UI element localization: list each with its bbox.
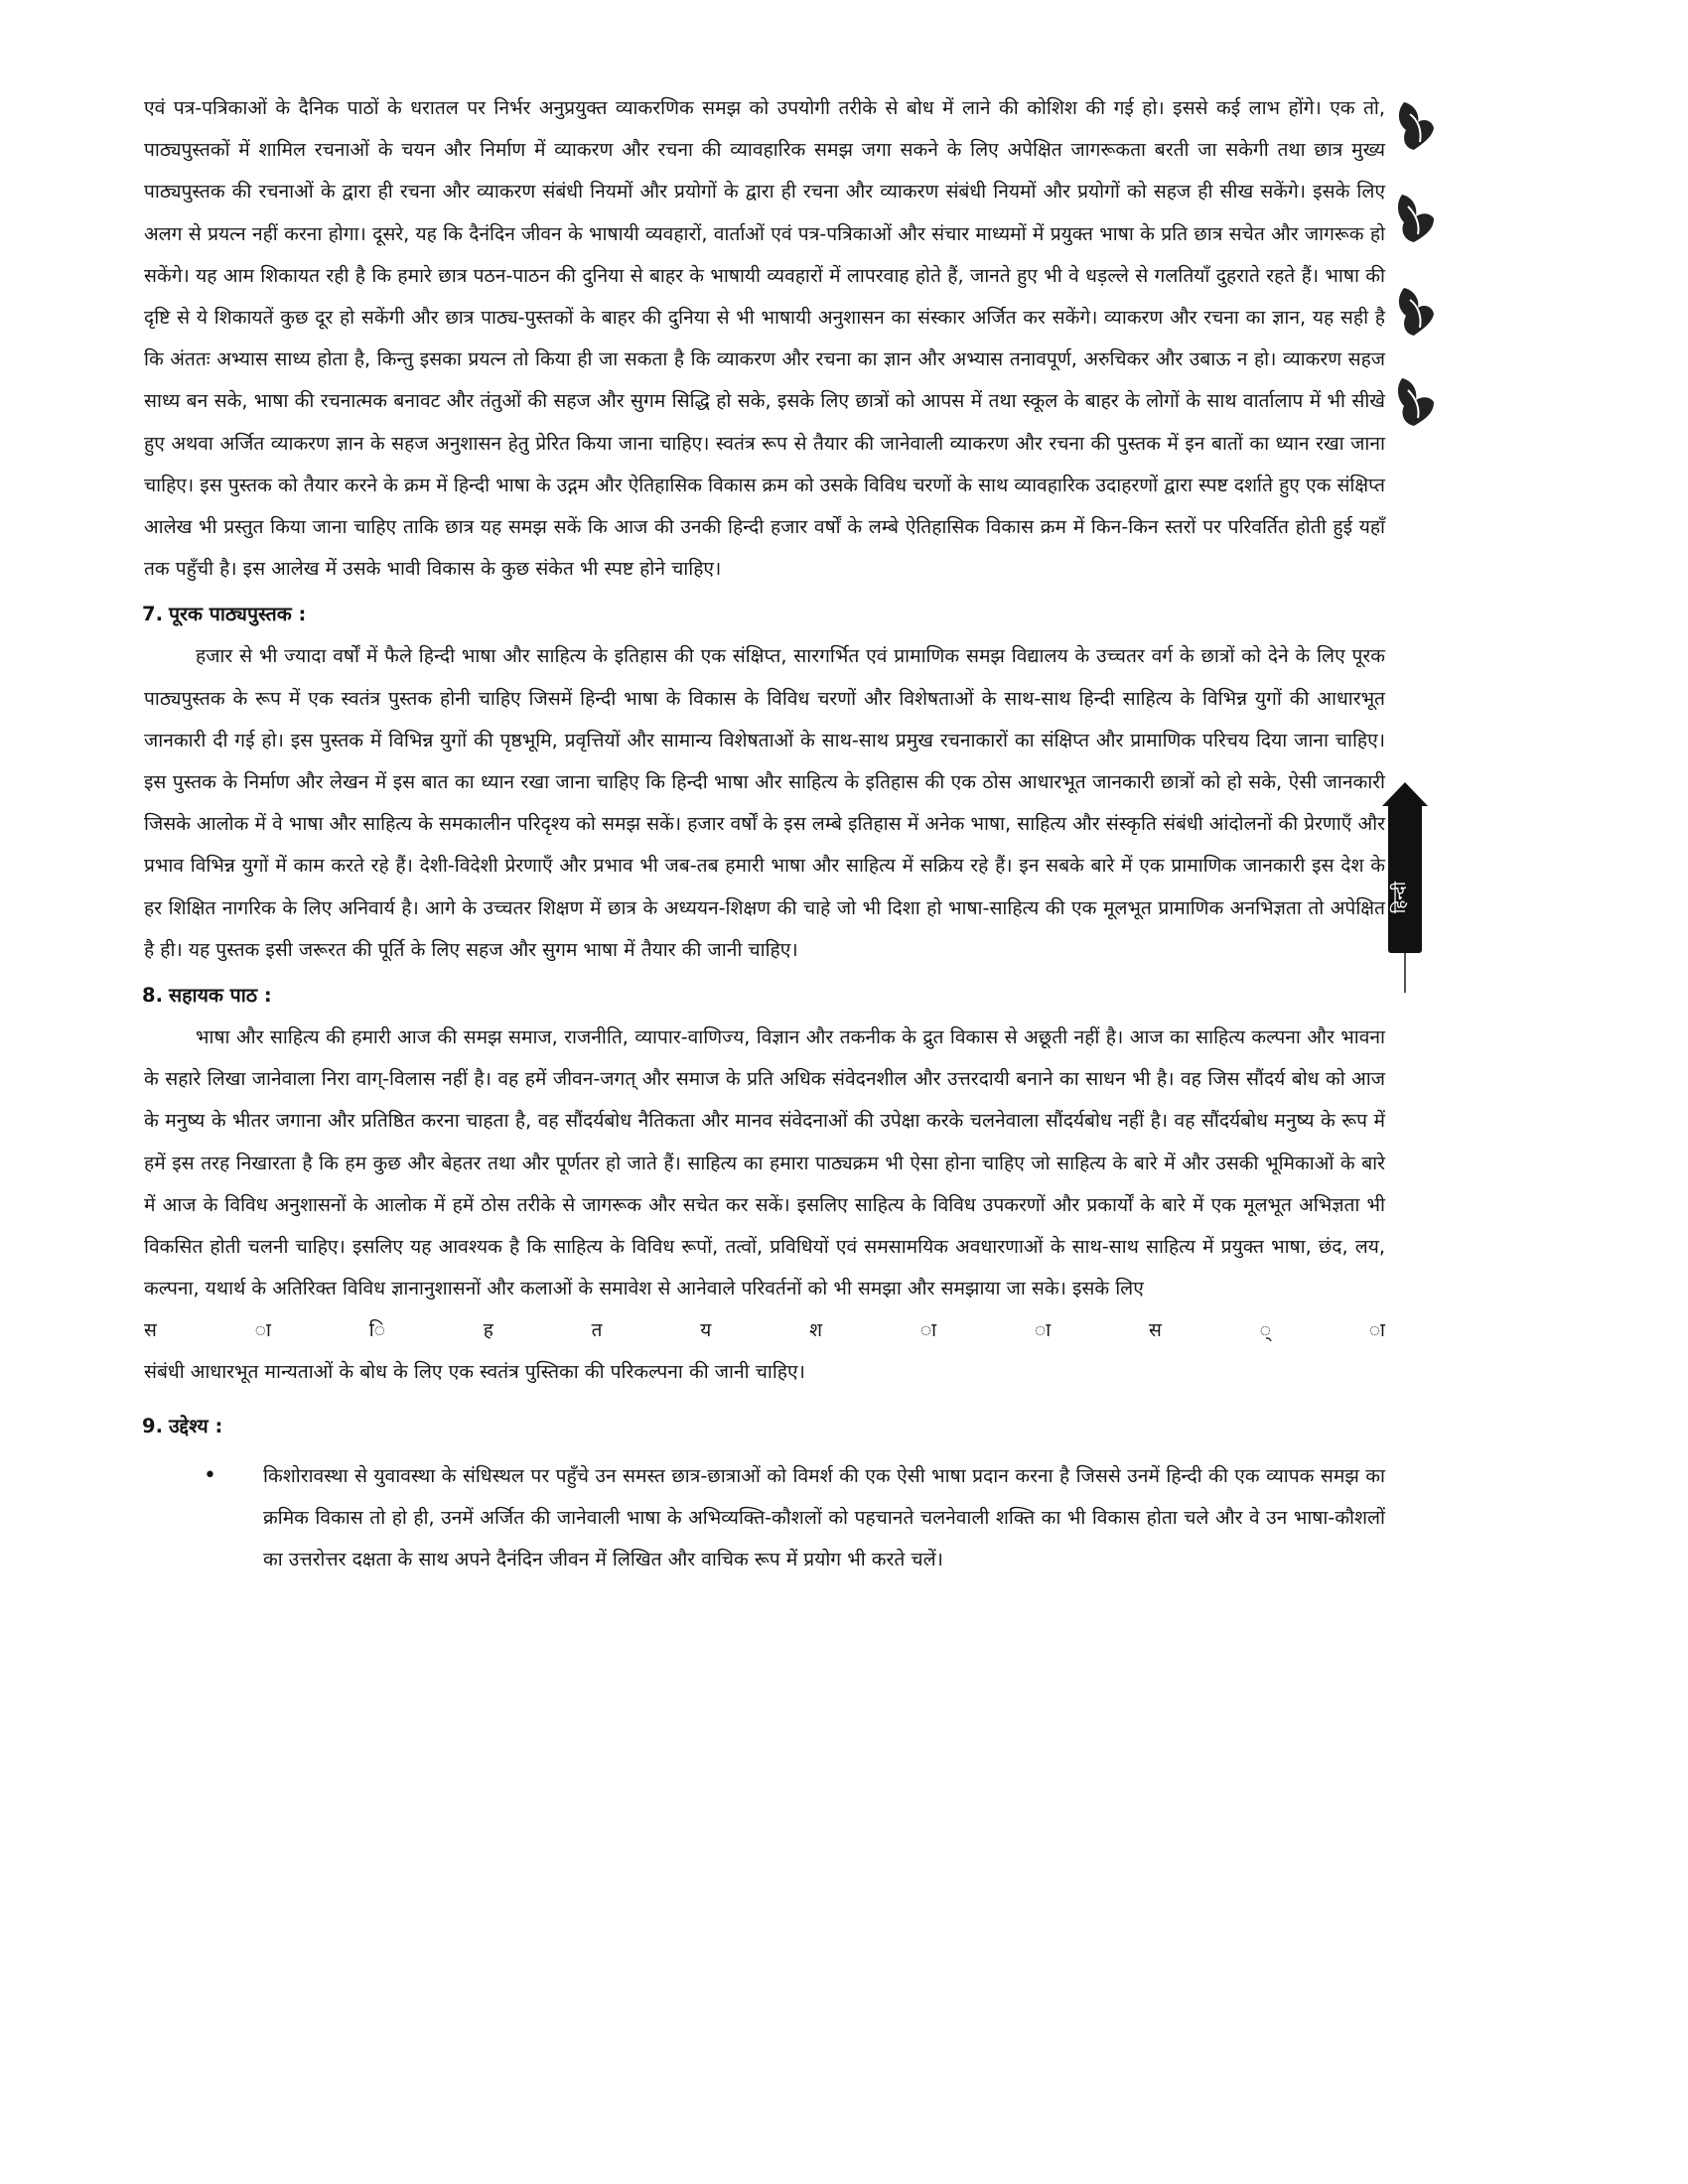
flower-ornament-icon bbox=[1392, 189, 1438, 248]
spaced-letter: स bbox=[144, 1319, 157, 1342]
section-7-heading bbox=[142, 598, 1385, 631]
bullet-text: किशोरावस्था से युवावस्था के संधिस्थल पर पहुँचे उन समस्त छात्र-छात्राओं को विमर्श की एक ऐसी भाषा प्रदान करना है जिससे उनमें हिन्दी की एक व्यापक समझ का क्रमिक विकास तो हो ही, उनमें अर्जित की जानेवाली भाषा के अभिव्यक्ति-कौशलों को पहचानते चलनेवाली शक्ति का भी विकास होता चले और वे उन भाषा-कौशलों का उत्तरोत्तर दक्षता के साथ अपने दैनंदिन जीवन में लिखित और वाचिक रूप में प्रयोग भी करते चलें। bbox=[263, 1463, 1385, 1571]
section-8-title: सहायक पाठ : bbox=[168, 984, 272, 1008]
spaced-letter: ि bbox=[368, 1319, 385, 1342]
spaced-letter: य bbox=[700, 1319, 712, 1342]
section-8-heading bbox=[142, 979, 1385, 1013]
spaced-letter: ह bbox=[483, 1319, 493, 1342]
spaced-letter: ा bbox=[1034, 1319, 1052, 1342]
section-7-body: हजार से भी ज्यादा वर्षों में फैले हिन्दी भाषा और साहित्य के इतिहास की एक संक्षिप्त, सारगर्भित एवं प्रामाणिक समझ विद्यालय के उच्चतर वर्ग के छात्रों को देने के लिए पूरक पाठ्यपुस्तक के रूप में एक स्वतंत्र पुस्तक होनी चाहिए जिसमें हिन्दी भाषा के विकास के विविध चरणों और विशेषताओं के साथ-साथ हिन्दी साहित्य के विभिन्न युगों की आधारभूत जानकारी दी गई हो। इस पुस्तक में विभिन्न युगों की पृष्ठभूमि, प्रवृत्तियों और सामान्य विशेषताओं के साथ-साथ प्रमुख रचनाकारों का संक्षिप्त और प्रामाणिक परिचय दिया जाना चाहिए। इस पुस्तक के निर्माण और लेखन में इस बात का ध्यान रखा जाना चाहिए कि हिन्दी भाषा और साहित्य के इतिहास की एक ठोस आधारभूत जानकारी छात्रों को हो सके, ऐसी जानकारी जिसके आलोक में वे भाषा और साहित्य के समकालीन परिदृश्य को समझ सकें। हजार वर्षों के इस लम्बे इतिहास में अनेक भाषा, साहित्य और संस्कृति संबंधी आंदोलनों की प्रेरणाएँ और प्रभाव विभिन्न युगों में काम करते रहे हैं। देशी-विदेशी प्रेरणाएँ और प्रभाव भी जब-तब हमारी भाषा और साहित्य में सक्रिय रहे हैं। इन सबके बारे में एक प्रामाणिक जानकारी इस देश के हर शिक्षित नागरिक के लिए अनिवार्य है। आगे के उच्चतर शिक्षण में छात्र के अध्ययन-शिक्षण की चाहे जो भी दिशा हो भाषा-साहित्य की एक मूलभूत प्रामाणिक अनभिज्ञता तो अपेक्षित है ही। यह पुस्तक इसी जरूरत की पूर्ति के लिए सहज और सुगम भाषा में तैयार की जानी चाहिए। bbox=[144, 644, 1385, 961]
section-9-number: 9. bbox=[142, 1414, 163, 1437]
side-tab-label: हिन्दी bbox=[1390, 882, 1410, 914]
flower-ornament-icon bbox=[1392, 372, 1438, 432]
spaced-letter: श bbox=[809, 1319, 823, 1342]
section-8-body: भाषा और साहित्य की हमारी आज की समझ समाज, राजनीति, व्यापार-वाणिज्य, विज्ञान और तकनीक के द्रुत विकास से अछूती नहीं है। आज का साहित्य कल्पना और भावना के सहारे लिखा जानेवाला निरा वाग्-विलास नहीं है। वह हमें जीवन-जगत् और समाज के प्रति अधिक संवेदनशील और उत्तरदायी बनाने का साधन भी है। वह जिस सौंदर्य बोध को आज के मनुष्य के भीतर जगाना और प्रतिष्ठित करना चाहता है, वह सौंदर्यबोध नैतिकता और मानव संवेदनाओं की उपेक्षा करके चलनेवाला सौंदर्यबोध नहीं है। वह सौंदर्यबोध मनुष्य के रूप में हमें इस तरह निखारता है कि हम कुछ और बेहतर तथा और पूर्णतर हो जाते हैं। साहित्य का हमारा पाठ्यक्रम भी ऐसा होना चाहिए जो साहित्य के बारे में और उसकी भूमिकाओं के बारे में आज के विविध अनुशासनों के आलोक में हमें ठोस तरीके से जागरूक और सचेत कर सकें। इसलिए साहित्य के विविध उपकरणों और प्रकार्यों के बारे में एक मूलभूत अभिज्ञता भी विकसित होती चलनी चाहिए। इसलिए यह आवश्यक है कि साहित्य के विविध रूपों, तत्वों, प्रविधियों एवं समसामयिक अवधारणाओं के साथ-साथ साहित्य में प्रयुक्त भाषा, छंद, लय, कल्पना, यथार्थ के अतिरिक्त विविध ज्ञानानुशासनों और कलाओं के समावेश से आनेवाले परिवर्तनों को भी समझा और समझाया जा सके। इसके लिए bbox=[144, 1025, 1385, 1300]
page-content bbox=[144, 87, 1385, 1580]
section-7-title: पूरक पाठ्यपुस्तक : bbox=[168, 603, 307, 626]
side-tab-tail bbox=[1404, 953, 1406, 993]
spaced-letter: स bbox=[1148, 1319, 1162, 1342]
bullet-icon: • bbox=[204, 1462, 216, 1488]
section-9-title: उद्देश्य : bbox=[168, 1414, 223, 1437]
spaced-letter: ा bbox=[919, 1319, 937, 1342]
paragraph-top: एवं पत्र-पत्रिकाओं के दैनिक पाठों के धरातल पर निर्भर अनुप्रयुक्त व्याकरणिक समझ को उपयोगी तरीके से बोध में लाने की कोशिश की गई हो। इससे कई लाभ होंगे। एक तो, पाठ्यपुस्तकों में शामिल रचनाओं के चयन और निर्माण में व्याकरण और रचना की व्यावहारिक समझ जगा सकने के लिए अपेक्षित जागरूकता बरती जा सकेगी तथा छात्र मुख्य पाठ्यपुस्तक की रचनाओं के द्वारा ही रचना और व्याकरण संबंधी नियमों और प्रयोगों के द्वारा ही रचना और व्याकरण संबंधी नियमों और प्रयोगों को सहज ही सीख सकेंगे। इसके लिए अलग से प्रयत्न नहीं करना होगा। दूसरे, यह कि दैनंदिन जीवन के भाषायी व्यवहारों, वार्ताओं एवं पत्र-पत्रिकाओं और संचार माध्यमों में प्रयुक्त भाषा के प्रति छात्र सचेत और जागरूक हो सकेंगे। यह आम शिकायत रही है कि हमारे छात्र पठन-पाठन की दुनिया से बाहर के भाषायी व्यवहारों में लापरवाह होते हैं, जानते हुए भी वे धड़ल्ले से गलतियाँ दुहराते रहते हैं। भाषा की दृष्टि से ये शिकायतें कुछ दूर हो सकेंगी और छात्र पाठ्य-पुस्तकों के बाहर की दुनिया से भी भाषायी अनुशासन का संस्कार अर्जित कर सकेंगे। व्याकरण और रचना का ज्ञान, यह सही है कि अंततः अभ्यास साध्य होता है, किन्तु इसका प्रयत्न तो किया ही जा सकता है कि व्याकरण और रचना का ज्ञान और अभ्यास तनावपूर्ण, अरुचिकर और उबाऊ न हो। व्याकरण सहज साध्य बन सके, भाषा की रचनात्मक बनावट और तंतुओं की सहज और सुगम सिद्धि हो सके, इसके लिए छात्रों को आपस में तथा स्कूल के बाहर के लोगों के साथ वार्तालाप में भी सीखे हुए अथवा अर्जित व्याकरण ज्ञान के सहज अनुशासन हेतु प्रेरित किया जाना चाहिए। स्वतंत्र रूप से तैयार की जानेवाली व्याकरण और रचना की पुस्तक में इन बातों का ध्यान रखा जाना चाहिए। इस पुस्तक को तैयार करने के क्रम में हिन्दी भाषा के उद्गम और ऐतिहासिक विकास क्रम को उसके विविध चरणों के साथ व्यावहारिक उदाहरणों द्वारा स्पष्ट दर्शाते हुए एक संक्षिप्त आलेख भी प्रस्तुत किया जाना चाहिए ताकि छात्र यह समझ सकें कि आज की उनकी हिन्दी हजार वर्षों के लम्बे ऐतिहासिक विकास क्रम में किन-किन स्तरों पर परिवर्तित होती हुई यहाँ तक पहुँची है। इस आलेख में उसके भावी विकास के कुछ संकेत भी स्पष्ट होने चाहिए। bbox=[144, 96, 1386, 581]
side-tab bbox=[1388, 804, 1422, 953]
section-7-number: 7. bbox=[142, 603, 163, 626]
section-8-spaced-letters bbox=[144, 1309, 1385, 1351]
spaced-letter: त bbox=[591, 1319, 603, 1342]
spaced-letter: ा bbox=[254, 1319, 271, 1342]
bullet-item bbox=[204, 1455, 1385, 1581]
section-8-number: 8. bbox=[142, 984, 163, 1008]
side-tab-arrow bbox=[1382, 782, 1428, 806]
section-9-heading bbox=[142, 1410, 1385, 1443]
flower-ornament-icon bbox=[1392, 94, 1438, 154]
flower-ornament-icon bbox=[1392, 280, 1438, 340]
spaced-letter: ् bbox=[1259, 1319, 1271, 1342]
section-8-tail: संबंधी आधारभूत मान्यताओं के बोध के लिए एक स्वतंत्र पुस्तिका की परिकल्पना की जानी चाहिए। bbox=[144, 1360, 805, 1384]
spaced-letter: ा bbox=[1368, 1319, 1385, 1342]
